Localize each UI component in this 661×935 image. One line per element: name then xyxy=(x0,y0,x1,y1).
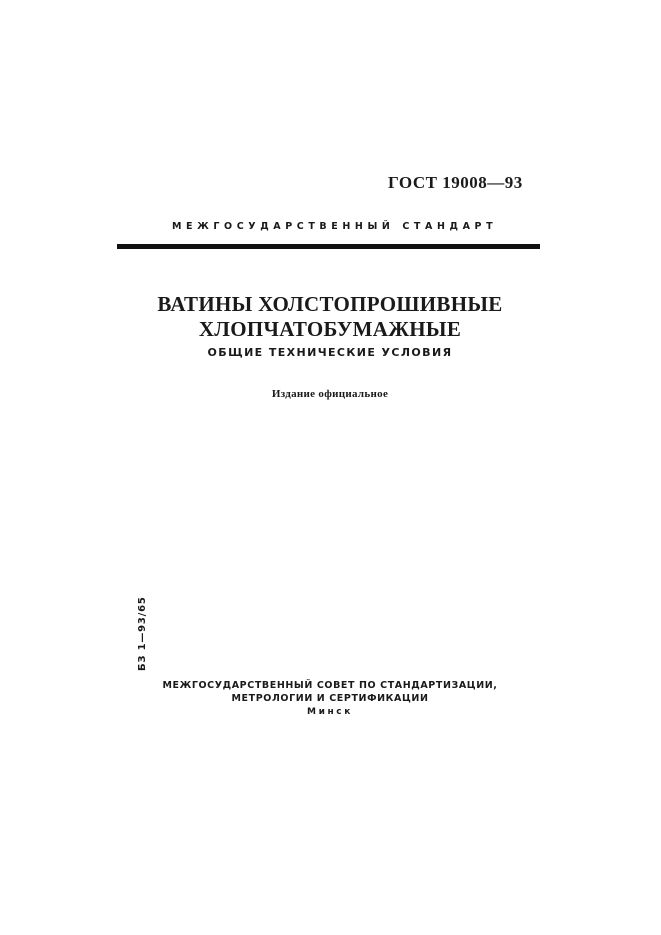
publisher-block xyxy=(150,679,510,719)
title-line-2: ХЛОПЧАТОБУМАЖНЫЕ xyxy=(198,317,462,341)
publisher-line-1: МЕЖГОСУДАРСТВЕННЫЙ СОВЕТ ПО СТАНДАРТИЗАЦИИ, xyxy=(162,680,498,691)
document-subtitle: ОБЩИЕ ТЕХНИЧЕСКИЕ УСЛОВИЯ xyxy=(207,346,453,359)
title-line-1: ВАТИНЫ ХОЛСТОПРОШИВНЫЕ xyxy=(157,292,503,316)
header-divider xyxy=(117,244,540,249)
side-code-vertical: БЗ 1—93/65 xyxy=(137,596,148,671)
standard-type-label: МЕЖГОСУДАРСТВЕННЫЙ СТАНДАРТ xyxy=(172,221,498,232)
publisher-city: Минск xyxy=(307,707,353,717)
gost-number: ГОСТ 19008—93 xyxy=(388,173,523,192)
publisher-line-2: МЕТРОЛОГИИ И СЕРТИФИКАЦИИ xyxy=(231,693,429,704)
edition-note: Издание официальное xyxy=(271,388,389,400)
document-title xyxy=(140,292,520,342)
